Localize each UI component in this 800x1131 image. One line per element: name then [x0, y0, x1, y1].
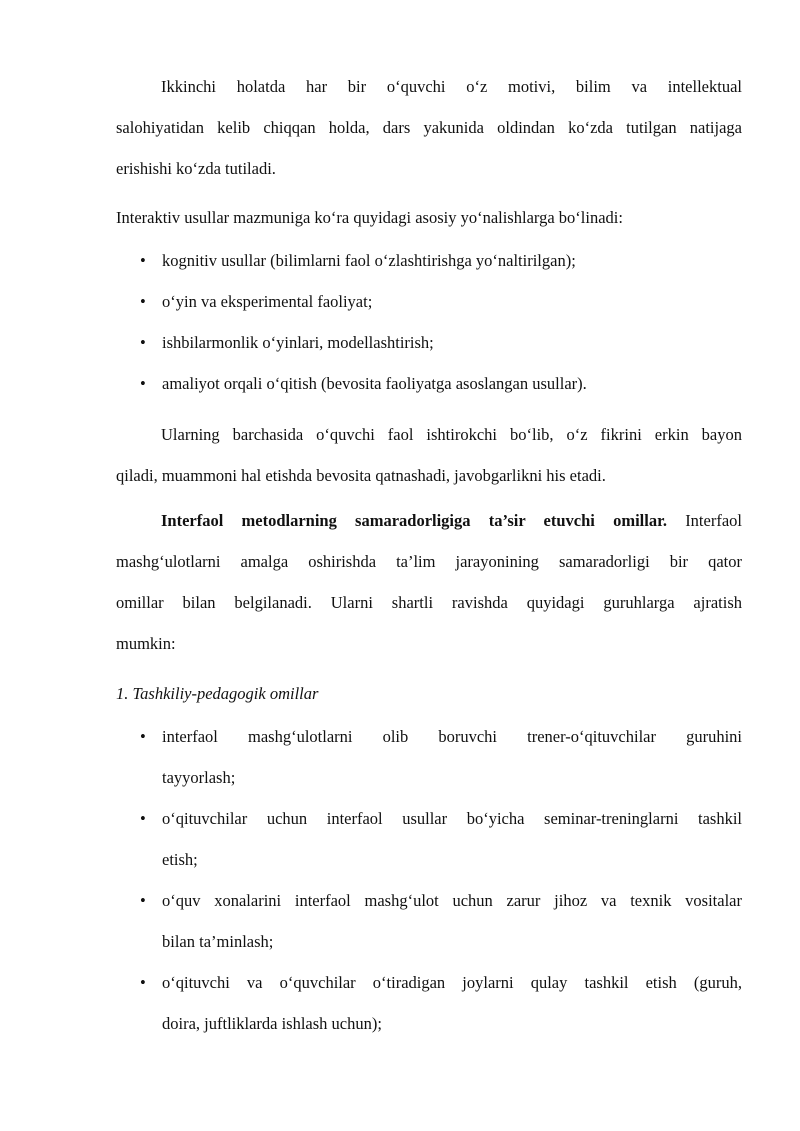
list-item: • interfaol mashg‘ulotlarni olib boruvchi trener-o‘qituvchilar guruhini tayyorlash;	[116, 716, 742, 798]
list-item: • kognitiv usullar (bilimlarni faol o‘zlashtirishga yo‘naltirilgan);	[116, 240, 742, 281]
paragraph-line: erishishi ko‘zda tutiladi.	[116, 159, 276, 178]
paragraph-line: qiladi, muammoni hal etishda bevosita qatnashadi, javobgarlikni his etadi.	[116, 466, 606, 485]
subheading	[116, 673, 742, 714]
list-item: • o‘yin va eksperimental faoliyat;	[116, 281, 742, 322]
paragraph-line: mumkin:	[116, 634, 176, 653]
paragraph-3	[116, 414, 742, 496]
list-item: • o‘quv xonalarini interfaol mashg‘ulot uchun zarur jihoz va texnik vositalar bilan ta’minlash;	[116, 880, 742, 962]
paragraph-line: omillar bilan belgilanadi. Ularni shartli ravishda quyidagi guruhlarga ajratish	[116, 593, 742, 612]
bullet-icon: •	[140, 251, 146, 270]
bullet-icon: •	[140, 973, 146, 992]
bullet-icon: •	[140, 374, 146, 393]
section-title: Interfaol metodlarning samaradorligiga ta’sir etuvchi omillar.	[161, 511, 667, 530]
paragraph-line: Ikkinchi holatda har bir o‘quvchi o‘z motivi, bilim va intellektual	[161, 77, 742, 96]
bullet-list-factors	[116, 716, 742, 1044]
paragraph-1	[116, 66, 742, 189]
paragraph-line: mashg‘ulotlarni amalga oshirishda ta’lim jarayonining samaradorligi bir qator	[116, 552, 742, 571]
list-item: • o‘qituvchi va o‘quvchilar o‘tiradigan joylarni qulay tashkil etish (guruh, doira, juftliklarda ishlash uchun);	[116, 962, 742, 1044]
bullet-icon: •	[140, 727, 146, 746]
bullet-icon: •	[140, 809, 146, 828]
list-item: • ishbilarmonlik o‘yinlari, modellashtirish;	[116, 322, 742, 363]
bullet-icon: •	[140, 292, 146, 311]
subheading-text: 1. Tashkiliy-pedagogik omillar	[116, 684, 319, 703]
paragraph-2	[116, 197, 742, 238]
paragraph-line: Ularning barchasida o‘quvchi faol ishtirokchi bo‘lib, o‘z fikrini erkin bayon	[161, 425, 742, 444]
paragraph-line: salohiyatidan kelib chiqqan holda, dars yakunida oldindan ko‘zda tutilgan natijaga	[116, 118, 742, 137]
list-item: • amaliyot orqali o‘qitish (bevosita faoliyatga asoslangan usullar).	[116, 363, 742, 404]
bullet-icon: •	[140, 333, 146, 352]
list-item: • o‘qituvchilar uchun interfaol usullar bo‘yicha seminar-treninglarni tashkil etish;	[116, 798, 742, 880]
paragraph-4	[116, 500, 742, 664]
paragraph-line: Interfaol metodlarning samaradorligiga ta’sir etuvchi omillar. Interfaol	[161, 511, 742, 530]
bullet-list-directions	[116, 240, 742, 404]
paragraph-line: Interaktiv usullar mazmuniga ko‘ra quyidagi asosiy yo‘nalishlarga bo‘linadi:	[116, 208, 623, 227]
bullet-icon: •	[140, 891, 146, 910]
